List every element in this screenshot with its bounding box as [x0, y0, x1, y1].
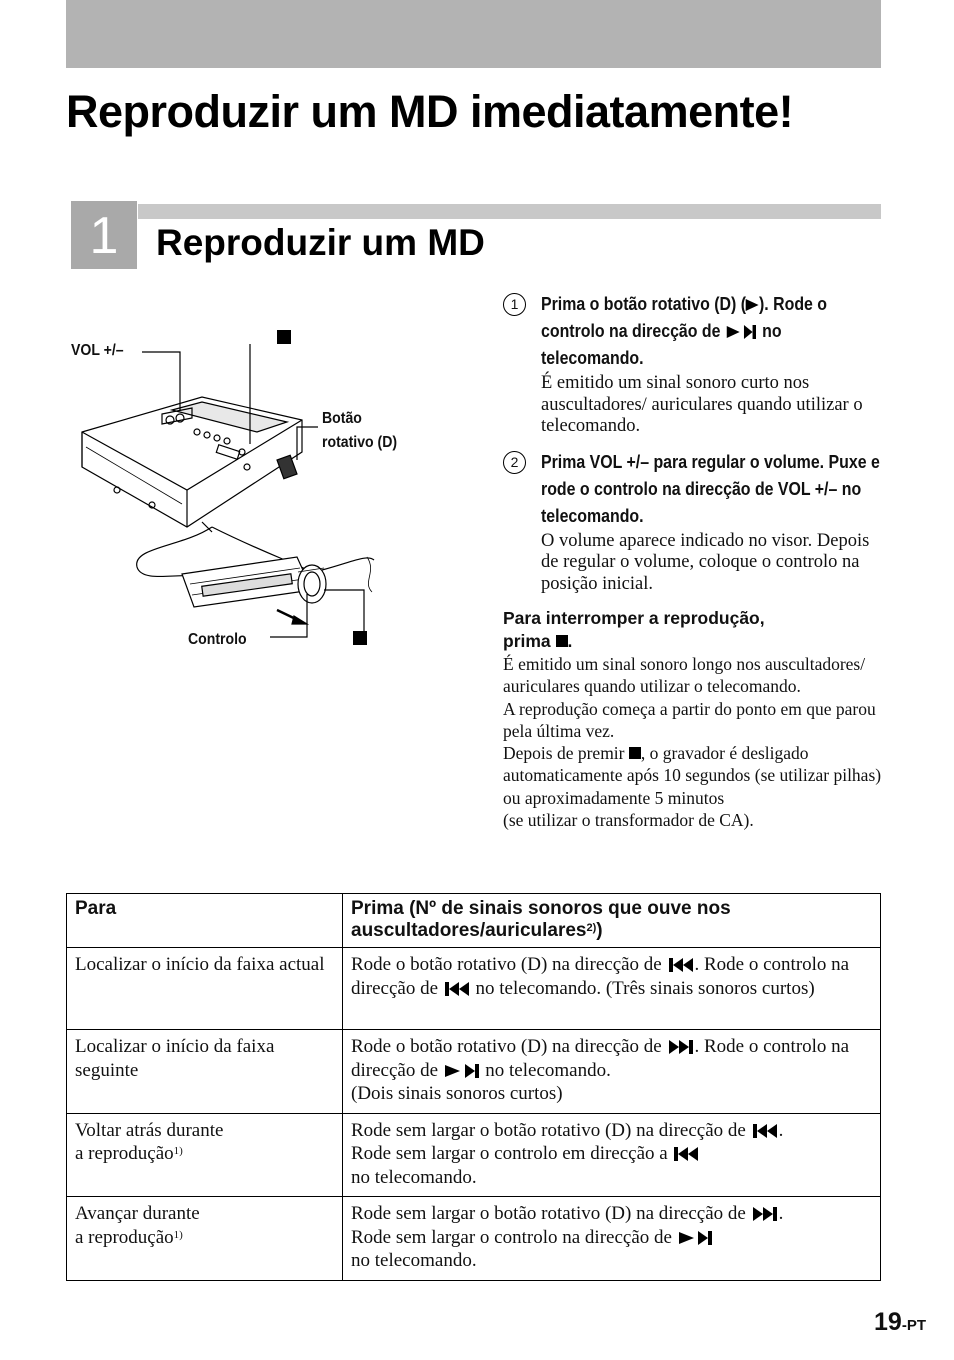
table-cell: Rode sem largar o botão rotativo (D) na direcção de . Rode sem largar o controlo em direcção a no telecomando. [343, 1113, 881, 1197]
table-cell: Rode sem largar o botão rotativo (D) na direcção de . Rode sem largar o controlo na direcção de no telecomando. [343, 1197, 881, 1281]
section-number: 1 [71, 201, 137, 269]
label-controlo: Controlo [188, 631, 247, 648]
step-heading: Prima o botão rotativo (D) ( ). Rode o controlo na direcção de no telecomando. [541, 293, 828, 368]
step-body: É emitido um sinal sonoro curto nos auscultadores/ auriculares quando utilizar o telecomando. [541, 373, 863, 436]
stop-icon [353, 631, 367, 645]
label-vol: VOL +/– [71, 342, 124, 359]
table-row [67, 1113, 881, 1197]
stop-body: É emitido um sinal sonoro longo nos auscultadores/ auriculares quando utilizar o telecomando. A reprodução começa a partir do ponto em que parou pela última vez. Depois de premir , o gravador é desligado automaticamente após 10 segundos (se utilizar pilhas) ou aproximadamente 5 minutos (se utilizar o transformador de CA). [503, 654, 882, 831]
operations-table [66, 893, 881, 1281]
prev-track-icon [753, 1119, 777, 1143]
stop-icon [556, 635, 568, 647]
md-player-drawing [62, 322, 442, 662]
step-1 [503, 290, 883, 438]
table-row [67, 948, 881, 1030]
step-body: O volume aparece indicado no visor. Depois de regular o volume, coloque o controlo na posição inicial. [541, 530, 870, 594]
next-track-icon [445, 1059, 479, 1083]
prev-track-icon [445, 977, 469, 1001]
header-bar [66, 0, 881, 68]
table-cell: Voltar atrás durante a reprodução$^{1)}$ [67, 1113, 343, 1197]
section-bar [138, 204, 881, 219]
section-title: Reproduzir um MD [156, 222, 485, 263]
stop-heading: Para interromper a reprodução, prima . [503, 608, 765, 651]
table-header-row [67, 894, 881, 948]
play-icon [746, 299, 759, 311]
next-track-icon [753, 1202, 777, 1226]
page-title: Reproduzir um MD imediatamente! [66, 86, 794, 137]
table-cell: Localizar o início da faixa actual [67, 948, 343, 1030]
table-header-cell: Para [67, 894, 343, 948]
table-header-cell: Prima (Nº de sinais sonoros que ouve nos auscultadores/auriculares$^{2)}$) [343, 894, 881, 948]
step-number: 2 [503, 451, 526, 474]
prev-track-icon [674, 1142, 698, 1166]
table-cell: Rode o botão rotativo (D) na direcção de . Rode o controlo na direcção de no telecomando. (Dois sinais sonoros curtos) [343, 1030, 881, 1114]
step-number: 1 [503, 293, 526, 316]
label-botao-line1: Botão [322, 410, 362, 427]
next-track-icon [727, 317, 756, 344]
table-row [67, 1197, 881, 1281]
device-illustration [62, 322, 442, 662]
step-heading: Prima VOL +/– para regular o volume. Puxe e rode o controlo na direcção de VOL +/– no telecomando. [541, 450, 880, 526]
steps-column [503, 290, 883, 831]
step-2 [503, 448, 883, 596]
table-row [67, 1030, 881, 1114]
next-track-icon [679, 1226, 713, 1250]
stop-icon [629, 747, 641, 759]
table-cell: Avançar durante a reprodução$^{1)}$ [67, 1197, 343, 1281]
next-track-icon [669, 1035, 693, 1059]
prev-track-icon [669, 953, 693, 977]
page-number: 19-PT [874, 1308, 926, 1336]
table-cell: Localizar o início da faixa seguinte [67, 1030, 343, 1114]
label-botao-line2: rotativo (D) [322, 434, 398, 451]
stop-icon [277, 330, 291, 344]
table-cell: Rode o botão rotativo (D) na direcção de . Rode o controlo na direcção de no telecomando. (Três sinais sonoros curtos) [343, 948, 881, 1030]
